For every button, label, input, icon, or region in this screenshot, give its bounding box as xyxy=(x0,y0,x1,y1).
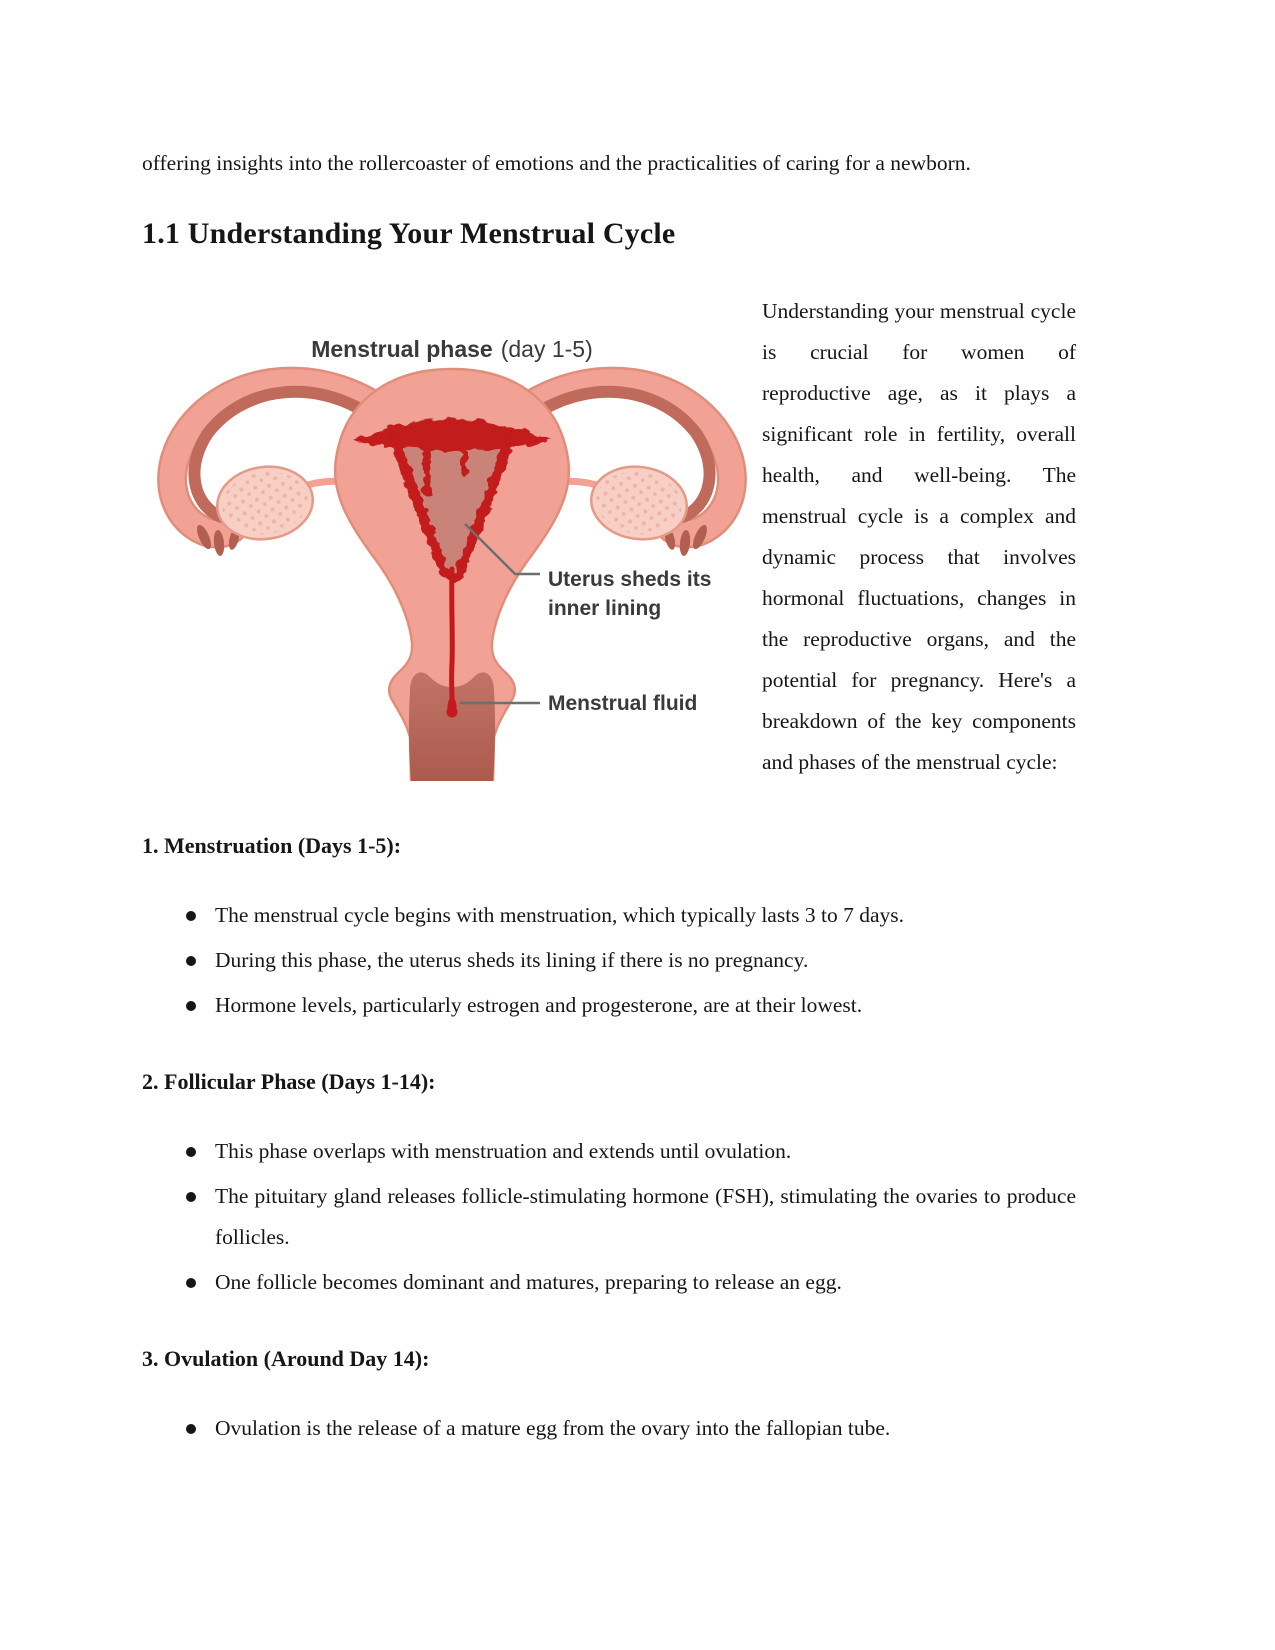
figure-side-paragraph: Understanding your menstrual cycle is crucial for women of reproductive age, as it plays a significant role in fertility, overall health, and well-being. The menstrual cycle is a complex and dynamic process that involves hormonal fluctuations, changes in the reproductive organs, and the potential for pregnancy. Here's a breakdown of the key components and phases of the menstrual cycle: xyxy=(762,299,1076,774)
label-uterus-sheds-line1: Uterus sheds its xyxy=(548,568,712,591)
bullet-list-ovulation xyxy=(142,1408,1076,1449)
list-item: Hormone levels, particularly estrogen and progesterone, are at their lowest. xyxy=(142,985,1076,1026)
bullet-list-menstruation xyxy=(142,895,1076,1026)
chapter-heading: 1.1 Understanding Your Menstrual Cycle xyxy=(142,217,676,250)
uterus-diagram-figure xyxy=(142,291,754,786)
list-item: During this phase, the uterus sheds its lining if there is no pregnancy. xyxy=(142,940,1076,981)
list-item: One follicle becomes dominant and matures, preparing to release an egg. xyxy=(142,1262,1076,1303)
list-item: The pituitary gland releases follicle-stimulating hormone (FSH), stimulating the ovaries to produce follicles. xyxy=(142,1176,1076,1258)
label-uterus-sheds-line2: inner lining xyxy=(548,597,662,620)
list-item: The menstrual cycle begins with menstruation, which typically lasts 3 to 7 days. xyxy=(142,895,1076,936)
intro-paragraph: offering insights into the rollercoaster of emotions and the practicalities of caring for a newborn. xyxy=(142,151,971,175)
figure-row xyxy=(142,291,1076,786)
list-item: This phase overlaps with menstruation and extends until ovulation. xyxy=(142,1131,1076,1172)
figure-title xyxy=(311,336,593,362)
uterus-diagram xyxy=(142,291,754,781)
subsection-heading-menstruation: 1. Menstruation (Days 1-5): xyxy=(142,833,402,858)
list-item: Ovulation is the release of a mature egg from the ovary into the fallopian tube. xyxy=(142,1408,1076,1449)
label-menstrual-fluid: Menstrual fluid xyxy=(548,692,698,715)
subsection-heading-follicular: 2. Follicular Phase (Days 1-14): xyxy=(142,1069,436,1094)
subsection-heading-ovulation: 3. Ovulation (Around Day 14): xyxy=(142,1346,430,1371)
figure-title-bold: Menstrual phase xyxy=(311,336,493,362)
bullet-list-follicular xyxy=(142,1131,1076,1303)
figure-title-tail: (day 1-5) xyxy=(500,336,593,362)
